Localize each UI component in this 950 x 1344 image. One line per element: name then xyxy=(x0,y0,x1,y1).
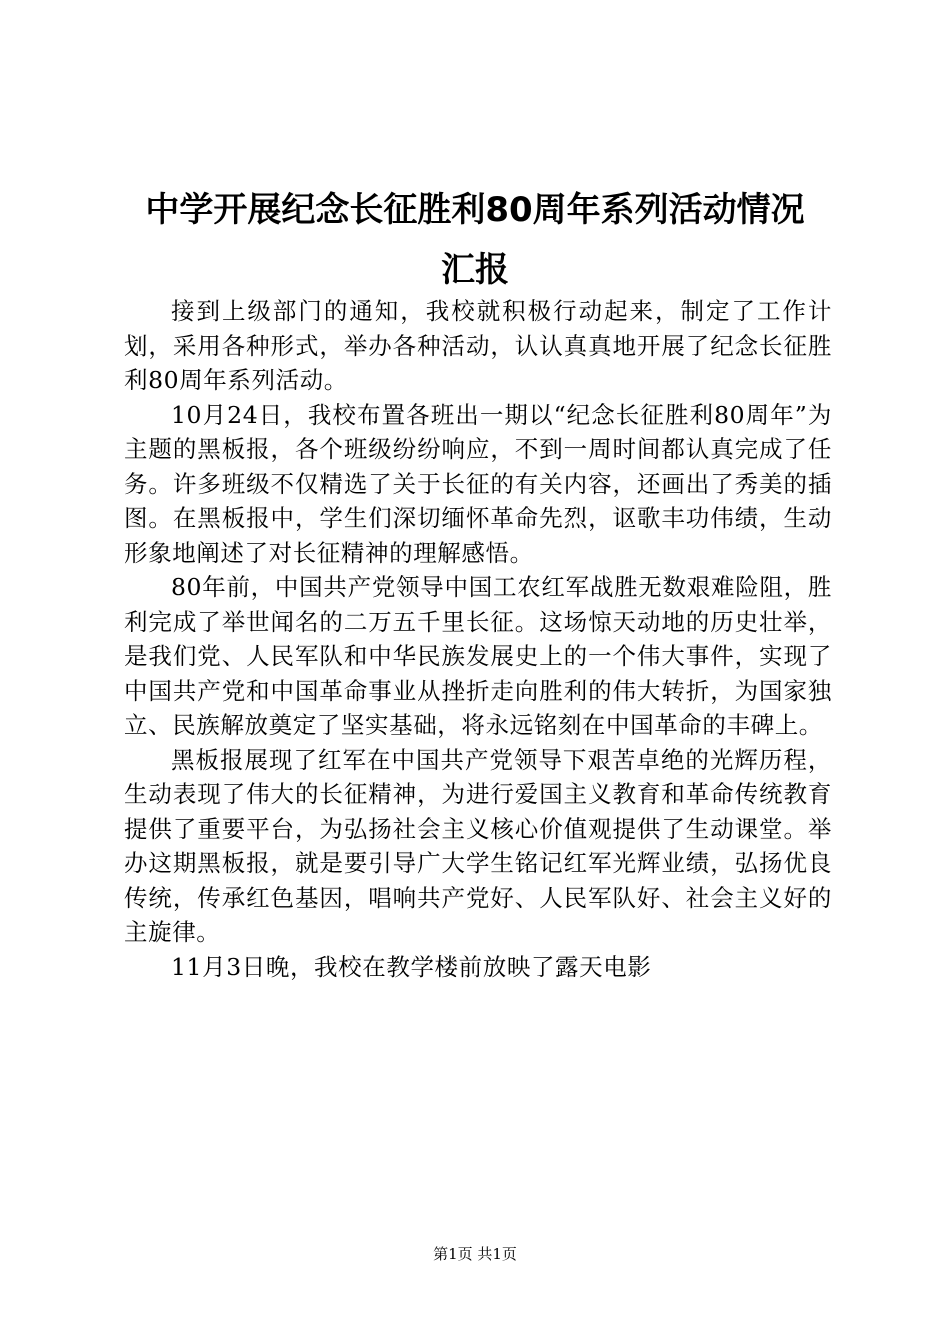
document-title-line1: 中学开展纪念长征胜利80周年系列活动情况 xyxy=(145,190,805,230)
paragraph: 80年前，中国共产党领导中国工农红军战胜无数艰难险阻，胜利完成了举世闻名的二万五千里长征。这场惊天动地的历史壮举，是我们党、人民军队和中华民族发展史上的一个伟大事件，实现了中国共产党和中国革命事业从挫折走向胜利的伟大转折，为国家独立、民族解放奠定了坚实基础，将永远铭刻在中国革命的丰碑上。 xyxy=(124,573,832,739)
paragraph: 10月24日，我校布置各班出一期以“纪念长征胜利80周年”为主题的黑板报，各个班级纷纷响应，不到一周时间都认真完成了任务。许多班级不仅精选了关于长征的有关内容，还画出了秀美的插图。在黑板报中，学生们深切缅怀革命先烈，讴歌丰功伟绩，生动形象地阐述了对长征精神的理解感悟。 xyxy=(124,400,832,567)
page-number-label: 第1页 共1页 xyxy=(433,1245,517,1263)
paragraph: 接到上级部门的通知，我校就积极行动起来，制定了工作计划，采用各种形式，举办各种活动，认认真真地开展了纪念长征胜利80周年系列活动。 xyxy=(124,297,832,394)
paragraph: 11月3日晚，我校在教学楼前放映了露天电影 xyxy=(171,952,652,981)
document-title-line2: 汇报 xyxy=(441,250,509,290)
page-footer xyxy=(0,1244,950,1264)
paragraph: 黑板报展现了红军在中国共产党领导下艰苦卓绝的光辉历程，生动表现了伟大的长征精神，为进行爱国主义教育和革命传统教育提供了重要平台，为弘扬社会主义核心价值观提供了生动课堂。举办这期黑板报，就是要引导广大学生铭记红军光辉业绩，弘扬优良传统，传承红色基因，唱响共产党好、人民军队好、社会主义好的主旋律。 xyxy=(124,745,832,946)
document-body xyxy=(124,294,832,984)
